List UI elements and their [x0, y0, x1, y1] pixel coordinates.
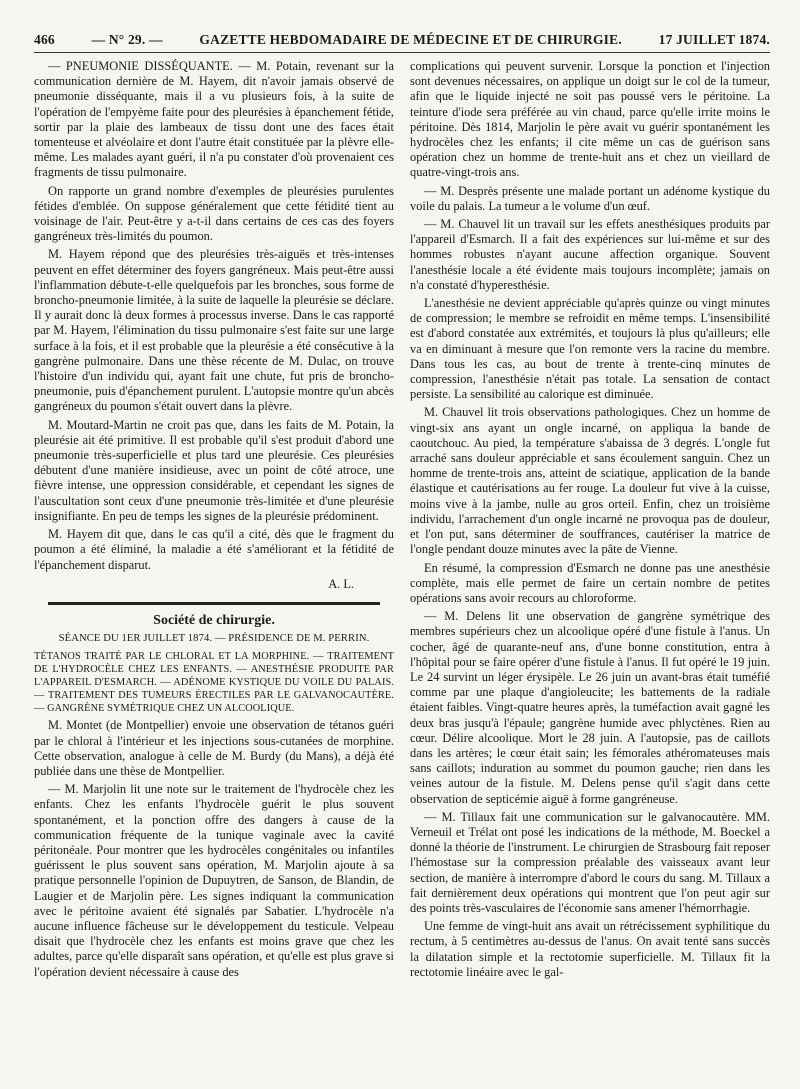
paragraph: M. Montet (de Montpellier) envoie une observation de tétanos guéri par le chloral à l'intérieur et les injections sous-cutanées de morphine. Cette observation, analogue à celle de M. Burdy (du Mans), a déjà été publiée dans une thèse de Montpellier. [34, 718, 394, 778]
journal-title: GAZETTE HEBDOMADAIRE DE MÉDECINE ET DE CHIRURGIE. [199, 32, 622, 47]
section-title: Société de chirurgie. [153, 612, 275, 628]
session-line: SÉANCE DU 1ER JUILLET 1874. — PRÉSIDENCE DE M. PERRIN. [58, 633, 370, 645]
paragraph: M. Hayem dit que, dans le cas qu'il a cité, dès que le fragment du poumon a été éliminé, la maladie a été s'améliorant et la fétidité de l'épanchement disparut. [34, 527, 394, 572]
paragraph: — M. Tillaux fait une communication sur le galvanocautère. MM. Verneuil et Trélat ont posé les indications de la méthode, M. Boeckel a donné la théorie de l'instrument. Le chirurgien de Strasbourg fait reposer l'hémostase sur la compression préalable des vaisseaux avant leur section, de manière à interrompre d'abord le cours du sang. M. Tillaux a fait dernièrement deux opérations qui montrent que l'on peut agir sur des points très-vasculaires de l'économie sans amener l'hémorrhagie. [410, 809, 770, 915]
issue-number: — N° 29. — [91, 32, 163, 47]
page-number: 466 [34, 32, 55, 47]
left-column [34, 59, 394, 1089]
section-divider [48, 602, 380, 605]
paragraph: — M. Delens lit une observation de gangrène symétrique des membres supérieurs chez un alcoolique opéré d'une fistule à l'anus. Un cocher, âgé de quarante-neuf ans, d'une bonne constitution, entra à l'hôpital pour se faire opérer d'une fistule à l'anus. Il fut opéré le 19 juin. Le 24 survint un léger érysipèle. Le 26 juin un avant-bras était tuméfié comme par une plaque d'angioleucite; les battements de la radiale étaient faibles. Vingt-quatre heures après, la tuméfaction avait gagné les deux bras jusqu'à l'épaule; gangrène humide avec phlyctènes. Rien au cœur. Délire alcoolique. Mort le 28 juin. A l'autopsie, pas de caillots dans les artères; le cœur était sain; les fémorales athéromateuses mais sans caillots; induration au sommet du poumon gauche; rien dans les veines autour de la fistule. M. Delens pense qu'il s'agit dans cette observation de septicémie aiguë à forme gangréneuse. [410, 609, 770, 806]
paragraph: — PNEUMONIE DISSÉQUANTE. — M. Potain, revenant sur la communication dernière de M. Hayem, dit n'avoir jamais observé de pneumonie disséquante, mais il a vu plusieurs fois, à la suite de l'opération de l'empyème faite pour des pleurésies à épanchement fétide, sortir par la plaie des lambeaux de tissu dont une des faces était tomenteuse et alvéolaire et dont l'autre était constituée par la plèvre elle-même. Les malades ayant guéri, il n'a pu constater d'où provenaient ces fragments de tissu pulmonaire. [34, 59, 394, 180]
paragraph: M. Moutard-Martin ne croit pas que, dans les faits de M. Potain, la pleurésie ait été primitive. Il est probable qu'il s'est produit d'abord une pneumonie très-superficielle et plus tard une pleurésie. Ces pleurésies débutent d'une manière insidieuse, avec un point de côté atroce, une fièvre intense, une oppression considérable, et cependant les signes de l'auscultation sont ceux d'une pneumonie très-limitée et d'une pleurésie insignifiante. En peu de temps les signes de la pleurésie prédominent. [34, 417, 394, 523]
paragraph: En résumé, la compression d'Esmarch ne donne pas une anesthésie complète, mais elle permet de faire un certain nombre de petites opérations sans avoir recours au chloroforme. [410, 560, 770, 605]
columns [34, 59, 770, 1089]
paragraph: Une femme de vingt-huit ans avait un rétrécissement syphilitique du rectum, à 5 centimètres au-dessus de l'anus. On avait tenté sans succès la dilatation simple et la rectotomie superficielle. M. Tillaux fit la rectotomie linéaire avec le gal- [410, 919, 770, 979]
paragraph: — M. Desprès présente une malade portant un adénome kystique du voile du palais. La tumeur a le volume d'un œuf. [410, 183, 770, 213]
paragraph: L'anesthésie ne devient appréciable qu'après quinze ou vingt minutes de compression; le membre se refroidit en même temps. L'insensibilité est d'abord constatée aux extrémités, et toujours là plus qu'ailleurs; elle va en diminuant à mesure que l'on remonte vers la racine du membre. Dans tous les cas, au bout de trente à trente-cinq minutes de compression, l'anesthésie n'était pas totale. La sensation de contact persiste. La sensibilité au calorique est diminuée. [410, 296, 770, 402]
paragraph: M. Chauvel lit trois observations pathologiques. Chez un homme de vingt-six ans ayant un ongle incarné, on appliqua la bande de caoutchouc. Au pied, la température s'abaissa de 3 degrés. L'ongle fut arraché sans douleur appréciable et sans écoulement sanguin. Chez un homme de trente-trois ans, atteint de sciatique, application de la bande élastique et cautérisations au fer rouge. La douleur fut vive à la cuisse, moins vive à la jambe, nulle au gros orteil. Enfin, chez un troisième individu, l'arrachement d'un ongle incarné ne provoqua pas de douleur, et l'on put, sans déterminer de souffrances, cautériser la matrice de l'ongle pendant douze minutes avec la pâte de Vienne. [410, 405, 770, 557]
running-header [34, 32, 770, 53]
paragraph: — M. Chauvel lit un travail sur les effets anesthésiques produits par l'appareil d'Esmarch. Il a fait des expériences sur lui-même et sur des hommes robustes n'ayant aucune affection organique. Souvent l'anesthésie locale a été évidente mais toujours incomplète; jamais on n'a constaté d'hyperesthésie. [410, 217, 770, 292]
paragraph: complications qui peuvent survenir. Lorsque la ponction et l'injection sont devenues nécessaires, on applique un doigt sur le col de la tumeur, afin que le liquide injecté ne soit pas poussé vers le péritoine. La teinture d'iode sera préférée au vin chaud, parce qu'elle irrite moins le péritoine. Dès 1814, Marjolin le père avait vu guérir spontanément les hydrocèles chez les enfants; il cite même un cas de guérison sans opération chez un homme de trente-huit ans et chez un vieillard de quatre-vingt-trois ans. [410, 59, 770, 180]
paragraph: M. Hayem répond que des pleurésies très-aiguës et très-intenses peuvent en effet déterminer des foyers gangréneux. Mais peut-être aussi l'inflammation débute-t-elle quelquefois par les bronches, sous forme de broncho-pneumonie limitée, à la suite de laquelle la pleurésie se déclare. Il y aurait donc là deux formes à processus inverse. Dans le cas rapporté par M. Hayem, l'élimination du tissu pulmonaire s'est faite sur une large surface à la fois, et il est probable que la pleurésie a été consécutive à la gangrène pulmonaire. Dans une thèse récente de M. Dulac, on trouve l'histoire d'un individu qui, ayant fait une chute, fut pris de broncho-pneumonie, puis d'épanchement purulent. L'autopsie montre qu'un abcès gangréneux du poumon s'était ouvert dans la plèvre. [34, 247, 394, 414]
paragraph: On rapporte un grand nombre d'exemples de pleurésies purulentes fétides d'emblée. On suppose généralement que cette fétidité tient au voisinage de l'air. Peut-être y a-t-il dans certains de ces cas des foyers gangréneux très-limités du poumon. [34, 183, 394, 244]
right-column [410, 59, 770, 1089]
author-signature: A. L. [328, 576, 354, 591]
issue-date: 17 JUILLET 1874. [658, 32, 770, 47]
session-summary: TÉTANOS TRAITÉ PAR LE CHLORAL ET LA MORPHINE. — TRAITEMENT DE L'HYDROCÈLE CHEZ LES ENFANTS. — ANESTHÉSIE PRODUITE PAR L'APPAREIL D'ESMARCH. — ADÉNOME KYSTIQUE DU VOILE DU PALAIS. — TRAITEMENT DES TUMEURS ÉRECTILES PAR LE GALVANOCAUTÈRE. — GANGRÈNE SYMÉTRIQUE CHEZ UN ALCOOLIQUE. [34, 651, 394, 715]
paragraph: — M. Marjolin lit une note sur le traitement de l'hydrocèle chez les enfants. Chez les enfants l'hydrocèle guérit le plus souvent spontanément, et la ponction offre des dangers à cause de la communication fréquente de la tunique vaginale avec la cavité péritonéale. Pour montrer que les hydrocèles congénitales ou infantiles guérissent le plus souvent sans opération, M. Marjolin ajoute à sa pratique personnelle l'opinion de Dupuytren, de Sanson, de Blandin, de Laugier et de Marjolin père. Les signes indiquant la communication avec le péritoine avaient été signalés par Sabatier. L'hydrocèle n'a aucune influence fâcheuse sur le développement du testicule. Velpeau disait que l'hydrocèle chez les enfants est moins grave que chez les adultes, parce qu'elle disparaît sans opération, et qu'elle est plus grave si l'opération devient nécessaire à cause des [34, 782, 394, 979]
